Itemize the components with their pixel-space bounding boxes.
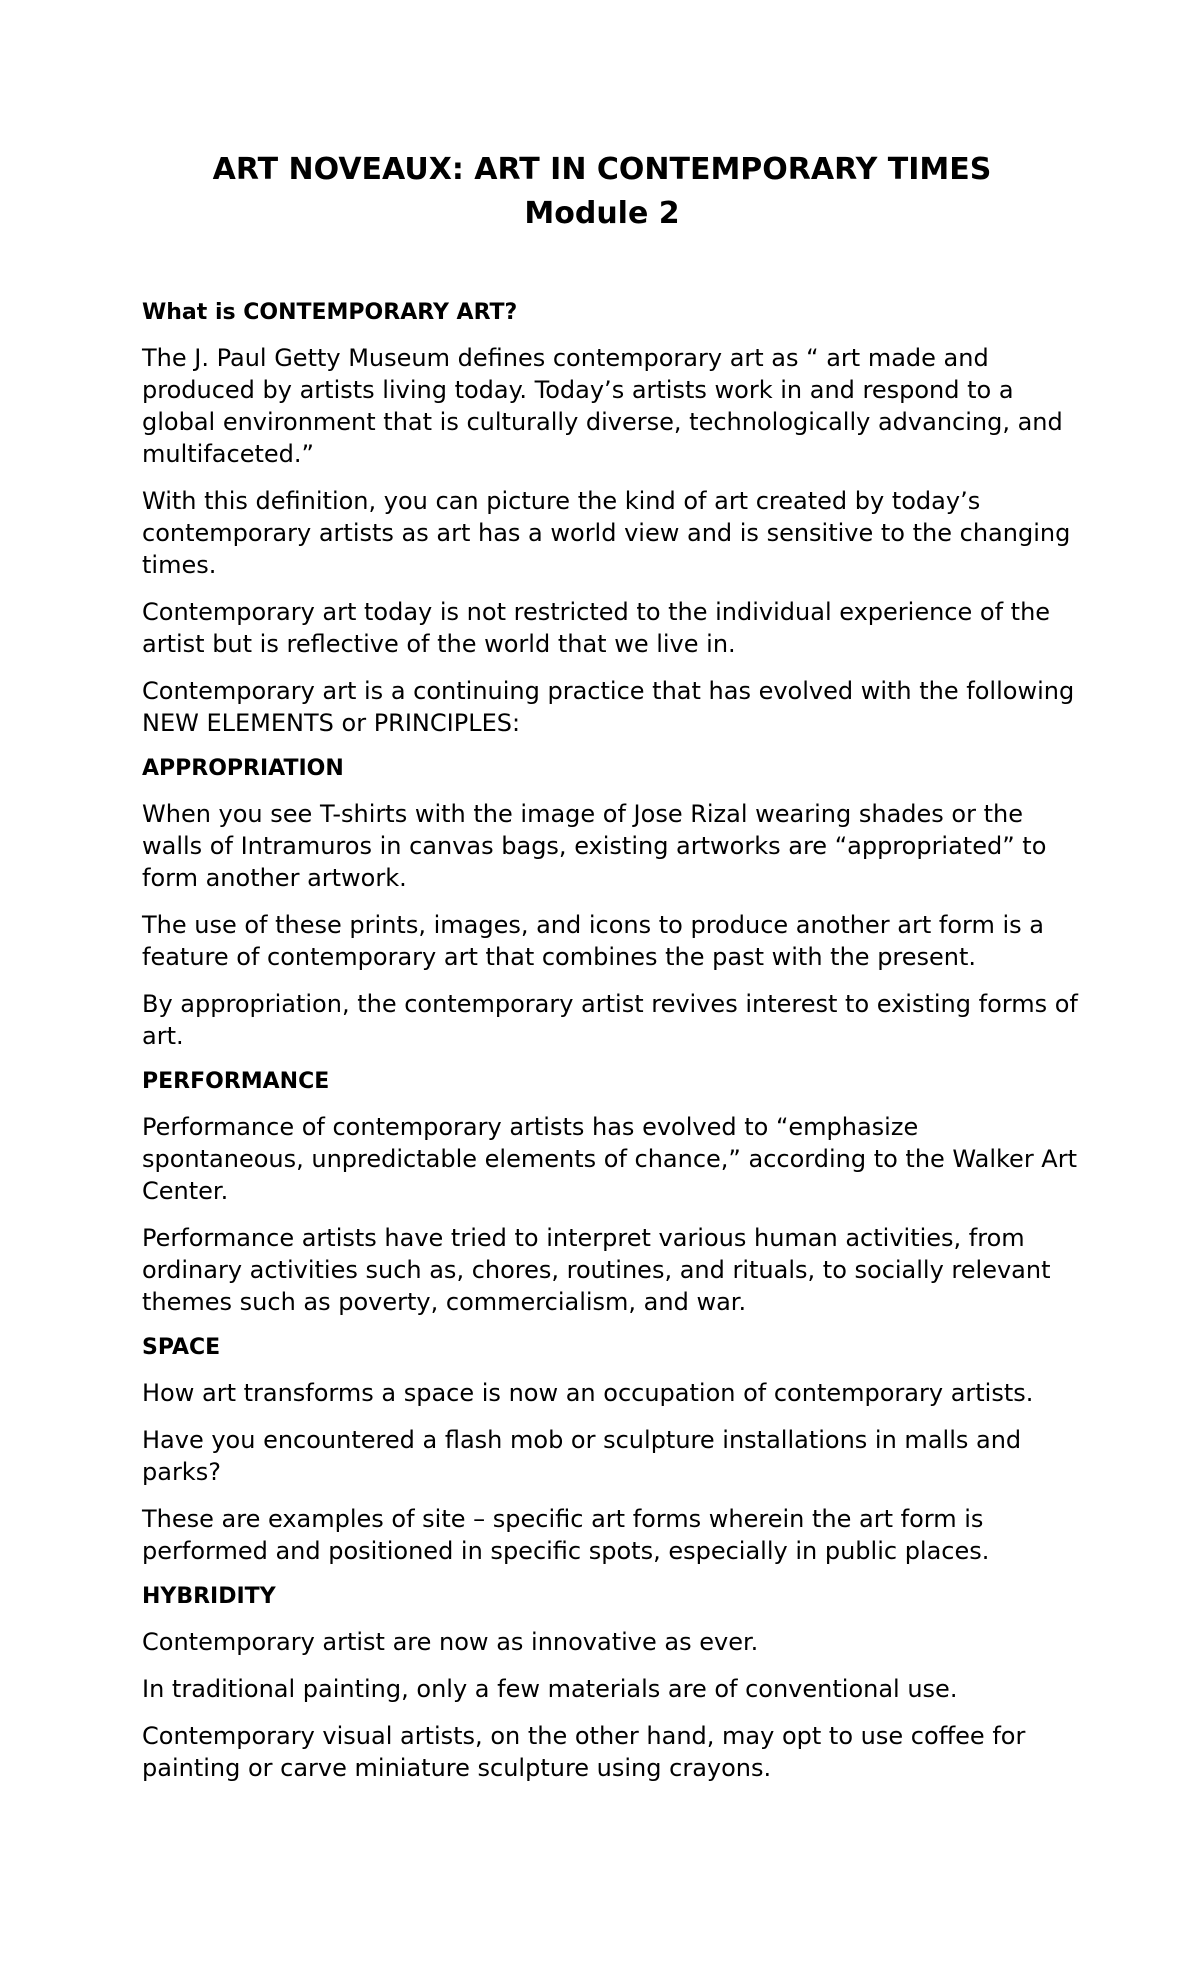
paragraph: How art transforms a space is now an occupation of contemporary artists. bbox=[142, 1379, 1034, 1407]
paragraph: Have you encountered a flash mob or sculpture installations in malls and parks? bbox=[142, 1426, 1022, 1486]
paragraph: Contemporary art is a continuing practice that has evolved with the following NEW ELEMENTS or PRINCIPLES: bbox=[142, 677, 1075, 737]
paragraph: These are examples of site – specific art forms wherein the art form is performed and positioned in specific spots, especially in public places. bbox=[142, 1505, 990, 1565]
paragraph: The J. Paul Getty Museum defines contemporary art as “ art made and produced by artists living today. Today’s artists work in and respond to a global environment that is culturally diverse, technologically advancing, and multifaceted.” bbox=[142, 344, 1063, 468]
section-space bbox=[142, 1333, 1082, 1567]
section-hybridity bbox=[142, 1582, 1082, 1784]
paragraph: Contemporary visual artists, on the other hand, may opt to use coffee for painting or carve miniature sculpture using crayons. bbox=[142, 1722, 1026, 1782]
paragraph: When you see T-shirts with the image of Jose Rizal wearing shades or the walls of Intramuros in canvas bags, existing artworks are “appropriated” to form another artwork. bbox=[142, 800, 1047, 892]
paragraph: Contemporary art today is not restricted to the individual experience of the artist but is reflective of the world that we live in. bbox=[142, 598, 1051, 658]
paragraph: With this definition, you can picture the kind of art created by today’s contemporary artists as art has a world view and is sensitive to the changing times. bbox=[142, 487, 1071, 579]
section-what-is-contemporary-art bbox=[142, 298, 1082, 739]
paragraph: Performance artists have tried to interpret various human activities, from ordinary activities such as, chores, routines, and rituals, to socially relevant themes such as poverty, commercialism, and war. bbox=[142, 1224, 1051, 1316]
section-performance bbox=[142, 1067, 1082, 1318]
title-line-module: Module 2 bbox=[524, 196, 680, 231]
paragraph: In traditional painting, only a few materials are of conventional use. bbox=[142, 1675, 958, 1703]
paragraph: The use of these prints, images, and icons to produce another art form is a feature of contemporary art that combines the past with the present. bbox=[142, 911, 1044, 971]
section-heading: SPACE bbox=[142, 1335, 221, 1360]
document-page bbox=[142, 148, 1082, 1799]
section-heading: APPROPRIATION bbox=[142, 756, 344, 781]
section-heading: HYBRIDITY bbox=[142, 1584, 276, 1609]
paragraph: Contemporary artist are now as innovative as ever. bbox=[142, 1628, 759, 1656]
paragraph: By appropriation, the contemporary artist revives interest to existing forms of art. bbox=[142, 990, 1078, 1050]
document-title bbox=[142, 148, 1062, 236]
section-heading: PERFORMANCE bbox=[142, 1069, 330, 1094]
paragraph: Performance of contemporary artists has evolved to “emphasize spontaneous, unpredictable elements of chance,” according to the Walker Art Center. bbox=[142, 1113, 1078, 1205]
title-line-main: ART NOVEAUX: ART IN CONTEMPORARY TIMES bbox=[212, 152, 992, 187]
section-heading: What is CONTEMPORARY ART? bbox=[142, 300, 518, 325]
section-appropriation bbox=[142, 754, 1082, 1052]
